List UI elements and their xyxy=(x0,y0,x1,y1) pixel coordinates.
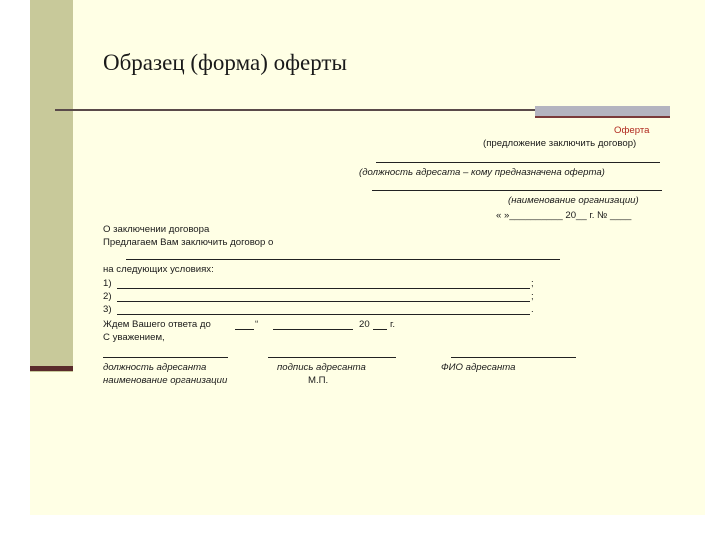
offer-label: Оферта xyxy=(614,125,650,136)
addressee-position-caption: (должность адресата – кому предназначена оферта) xyxy=(359,167,605,178)
signer-organization-caption: наименование организации xyxy=(103,375,228,386)
side-accent-bar xyxy=(30,0,73,372)
awaiting-year: 20 xyxy=(359,319,370,330)
condition-1-end: ; xyxy=(531,278,534,289)
organization-caption: (наименование организации) xyxy=(508,195,639,206)
condition-2-number: 2) xyxy=(103,291,112,302)
stamp-label: М.П. xyxy=(308,375,329,386)
condition-3-number: 3) xyxy=(103,304,112,315)
offer-subtitle: (предложение заключить договор) xyxy=(483,138,637,149)
awaiting-quote: “ xyxy=(255,319,259,330)
signer-name-line xyxy=(451,357,576,358)
conditions-intro: на следующих условиях: xyxy=(103,264,214,275)
conclusion-line: О заключении договора xyxy=(103,224,210,235)
slide-title: Образец (форма) оферты xyxy=(103,50,347,75)
title-rule-accent xyxy=(535,106,670,116)
propose-line: Предлагаем Вам заключить договор о xyxy=(103,237,274,248)
title-rule xyxy=(55,109,535,111)
awaiting-prefix: Ждем Вашего ответа до xyxy=(103,319,211,330)
date-number-line: « »__________ 20__ г. № ____ xyxy=(496,210,632,221)
condition-2-line xyxy=(117,301,530,302)
contract-subject-line xyxy=(126,259,560,260)
organization-line xyxy=(372,190,662,191)
signer-name-caption: ФИО адресанта xyxy=(441,362,516,373)
condition-1-number: 1) xyxy=(103,278,112,289)
slide-background xyxy=(30,0,705,515)
signer-position-caption: должность адресанта xyxy=(103,362,207,373)
regards-line: С уважением, xyxy=(103,332,165,343)
awaiting-month-line xyxy=(273,329,353,330)
signer-signature-line xyxy=(268,357,396,358)
awaiting-suffix: г. xyxy=(390,319,395,330)
signer-position-line xyxy=(103,357,228,358)
title-rule-accent-underline xyxy=(535,116,670,118)
addressee-position-line xyxy=(376,162,660,163)
condition-2-end: ; xyxy=(531,291,534,302)
side-accent-cap xyxy=(30,366,73,371)
awaiting-day-line xyxy=(235,329,254,330)
condition-3-line xyxy=(117,314,530,315)
awaiting-year-line xyxy=(373,329,387,330)
signer-signature-caption: подпись адресанта xyxy=(277,362,366,373)
condition-1-line xyxy=(117,288,530,289)
condition-3-end: . xyxy=(531,304,534,315)
